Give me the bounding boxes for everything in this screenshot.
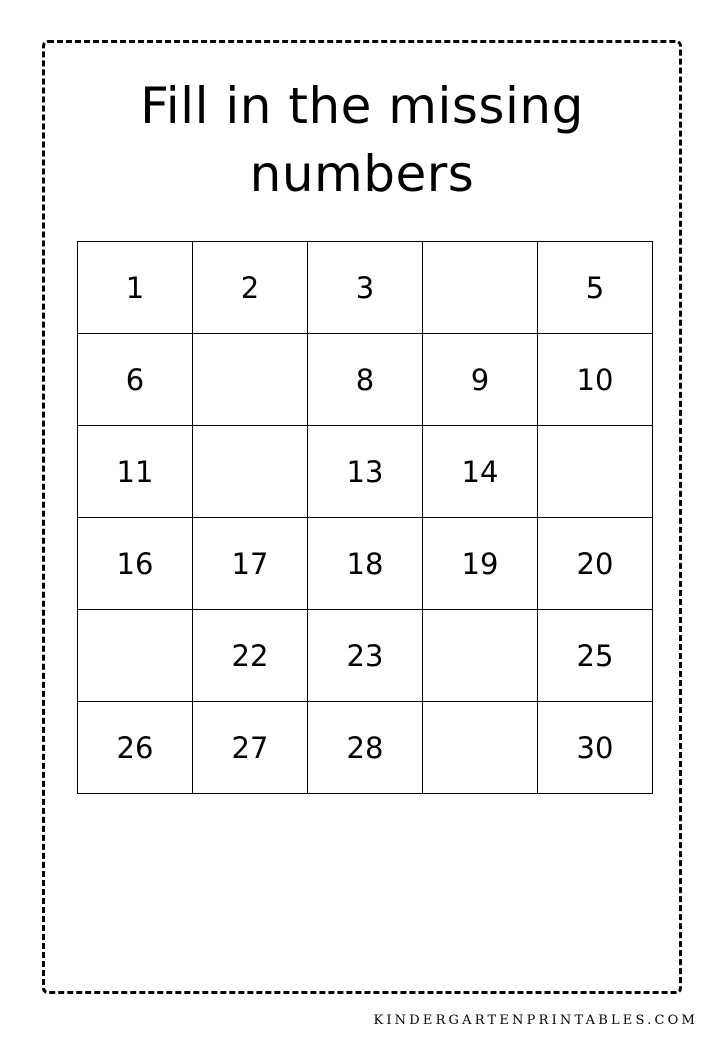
title-line-2: numbers [249,145,475,203]
title-line-1: Fill in the missing [140,77,584,135]
grid-cell: 19 [423,518,538,610]
grid-cell: 3 [308,242,423,334]
grid-cell: 10 [538,334,653,426]
grid-row [78,242,653,334]
grid-cell: 9 [423,334,538,426]
grid-cell: 25 [538,610,653,702]
grid-row [78,702,653,794]
grid-cell-blank[interactable] [78,610,193,702]
grid-cell: 14 [423,426,538,518]
grid-cell: 30 [538,702,653,794]
grid-cell-blank[interactable] [193,334,308,426]
grid-cell: 6 [78,334,193,426]
grid-cell: 27 [193,702,308,794]
grid-cell: 17 [193,518,308,610]
grid-cell: 8 [308,334,423,426]
grid-row [78,518,653,610]
grid-cell: 26 [78,702,193,794]
grid-cell-blank[interactable] [423,242,538,334]
grid-cell-blank[interactable] [423,610,538,702]
grid-cell: 20 [538,518,653,610]
grid-row [78,426,653,518]
grid-cell: 13 [308,426,423,518]
footer-site-credit: KINDERGARTENPRINTABLES.COM [373,1013,698,1028]
grid-cell-blank[interactable] [423,702,538,794]
grid-cell: 18 [308,518,423,610]
grid-cell-blank[interactable] [193,426,308,518]
grid-cell: 28 [308,702,423,794]
grid-cell: 1 [78,242,193,334]
grid-cell-blank[interactable] [538,426,653,518]
grid-cell: 16 [78,518,193,610]
grid-cell: 2 [193,242,308,334]
grid-cell: 5 [538,242,653,334]
worksheet-title [42,72,682,208]
number-grid [77,241,653,794]
grid-cell: 22 [193,610,308,702]
grid-row [78,334,653,426]
grid-cell: 23 [308,610,423,702]
grid-cell: 11 [78,426,193,518]
grid-row [78,610,653,702]
